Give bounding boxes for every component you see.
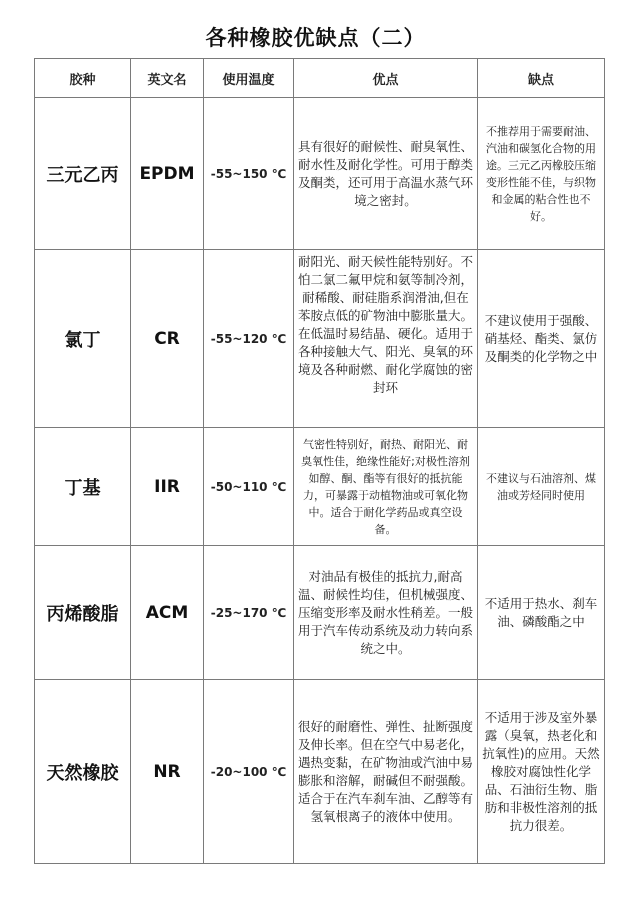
rubber-cons: 不适用于涉及室外暴露（臭氧，热老化和抗氧性)的应用。天然橡胶对腐蚀性化学品、石油衍生物、脂肪和非极性溶剂的抵抗力很差。: [478, 680, 605, 864]
rubber-pros: 具有很好的耐候性、耐臭氧性、耐水性及耐化学性。可用于醇类及酮类，还可用于高温水蒸气环境之密封。: [294, 98, 478, 250]
rubber-temperature: -55~120 ℃: [204, 250, 294, 428]
rubber-english-name: EPDM: [131, 98, 204, 250]
rubber-name: 丙烯酸脂: [35, 546, 131, 680]
rubber-name: 天然橡胶: [35, 680, 131, 864]
rubber-cons: 不推荐用于需要耐油、汽油和碳氢化合物的用途。三元乙丙橡胶压缩变形性能不佳，与织物和金属的粘合性也不好。: [478, 98, 605, 250]
rubber-english-name: CR: [131, 250, 204, 428]
rubber-temperature: -25~170 ℃: [204, 546, 294, 680]
rubber-cons: 不适用于热水、刹车油、磷酸酯之中: [478, 546, 605, 680]
header-en: 英文名: [131, 59, 204, 98]
rubber-comparison-table: [34, 58, 605, 864]
rubber-pros: [294, 250, 478, 428]
rubber-english-name: ACM: [131, 546, 204, 680]
rubber-temperature: -20~100 ℃: [204, 680, 294, 864]
header-cons: 缺点: [478, 59, 605, 98]
header-row: [35, 59, 605, 98]
header-pros: 优点: [294, 59, 478, 98]
table-row: [35, 98, 605, 250]
rubber-name: 三元乙丙: [35, 98, 131, 250]
table-row: [35, 546, 605, 680]
rubber-pros-text: 耐阳光、耐天候性能特别好。不怕二氯二氟甲烷和氨等制冷剂，耐稀酸、耐硅脂系润滑油,但在苯胺点低的矿物油中膨胀量大。在低温时易结晶、硬化。适用于各种接触大气、阳光、臭氧的环境及各种耐燃、耐化学腐蚀的密封环: [298, 254, 473, 395]
table-row: [35, 428, 605, 546]
rubber-name: 丁基: [35, 428, 131, 546]
rubber-english-name: NR: [131, 680, 204, 864]
rubber-temperature: -55~150 ℃: [204, 98, 294, 250]
rubber-pros: 很好的耐磨性、弹性、扯断强度及伸长率。但在空气中易老化，遇热变黏，在矿物油或汽油中易膨胀和溶解，耐碱但不耐强酸。适合于在汽车刹车油、乙醇等有氢氧根离子的液体中使用。: [294, 680, 478, 864]
table-row: [35, 680, 605, 864]
rubber-name: 氯丁: [35, 250, 131, 428]
rubber-cons: 不建议使用于强酸、硝基烃、酯类、氯仿及酮类的化学物之中: [478, 250, 605, 428]
rubber-english-name: IIR: [131, 428, 204, 546]
header-temp: 使用温度: [204, 59, 294, 98]
rubber-pros: 气密性特别好，耐热、耐阳光、耐臭氧性佳，绝缘性能好;对极性溶剂如醇、酮、酯等有很好的抵抗能力，可暴露于动植物油或可氧化物中。适合于耐化学药品或真空设备。: [294, 428, 478, 546]
rubber-temperature: -50~110 ℃: [204, 428, 294, 546]
document-title: 各种橡胶优缺点（二）: [205, 26, 426, 50]
rubber-cons: 不建议与石油溶剂、煤油或芳烃同时使用: [478, 428, 605, 546]
header-name: 胶种: [35, 59, 131, 98]
table-row: [35, 250, 605, 428]
rubber-pros: 对油品有极佳的抵抗力,耐高温、耐候性均佳，但机械强度、压缩变形率及耐水性稍差。一般用于汽车传动系统及动力转向系统之中。: [294, 546, 478, 680]
